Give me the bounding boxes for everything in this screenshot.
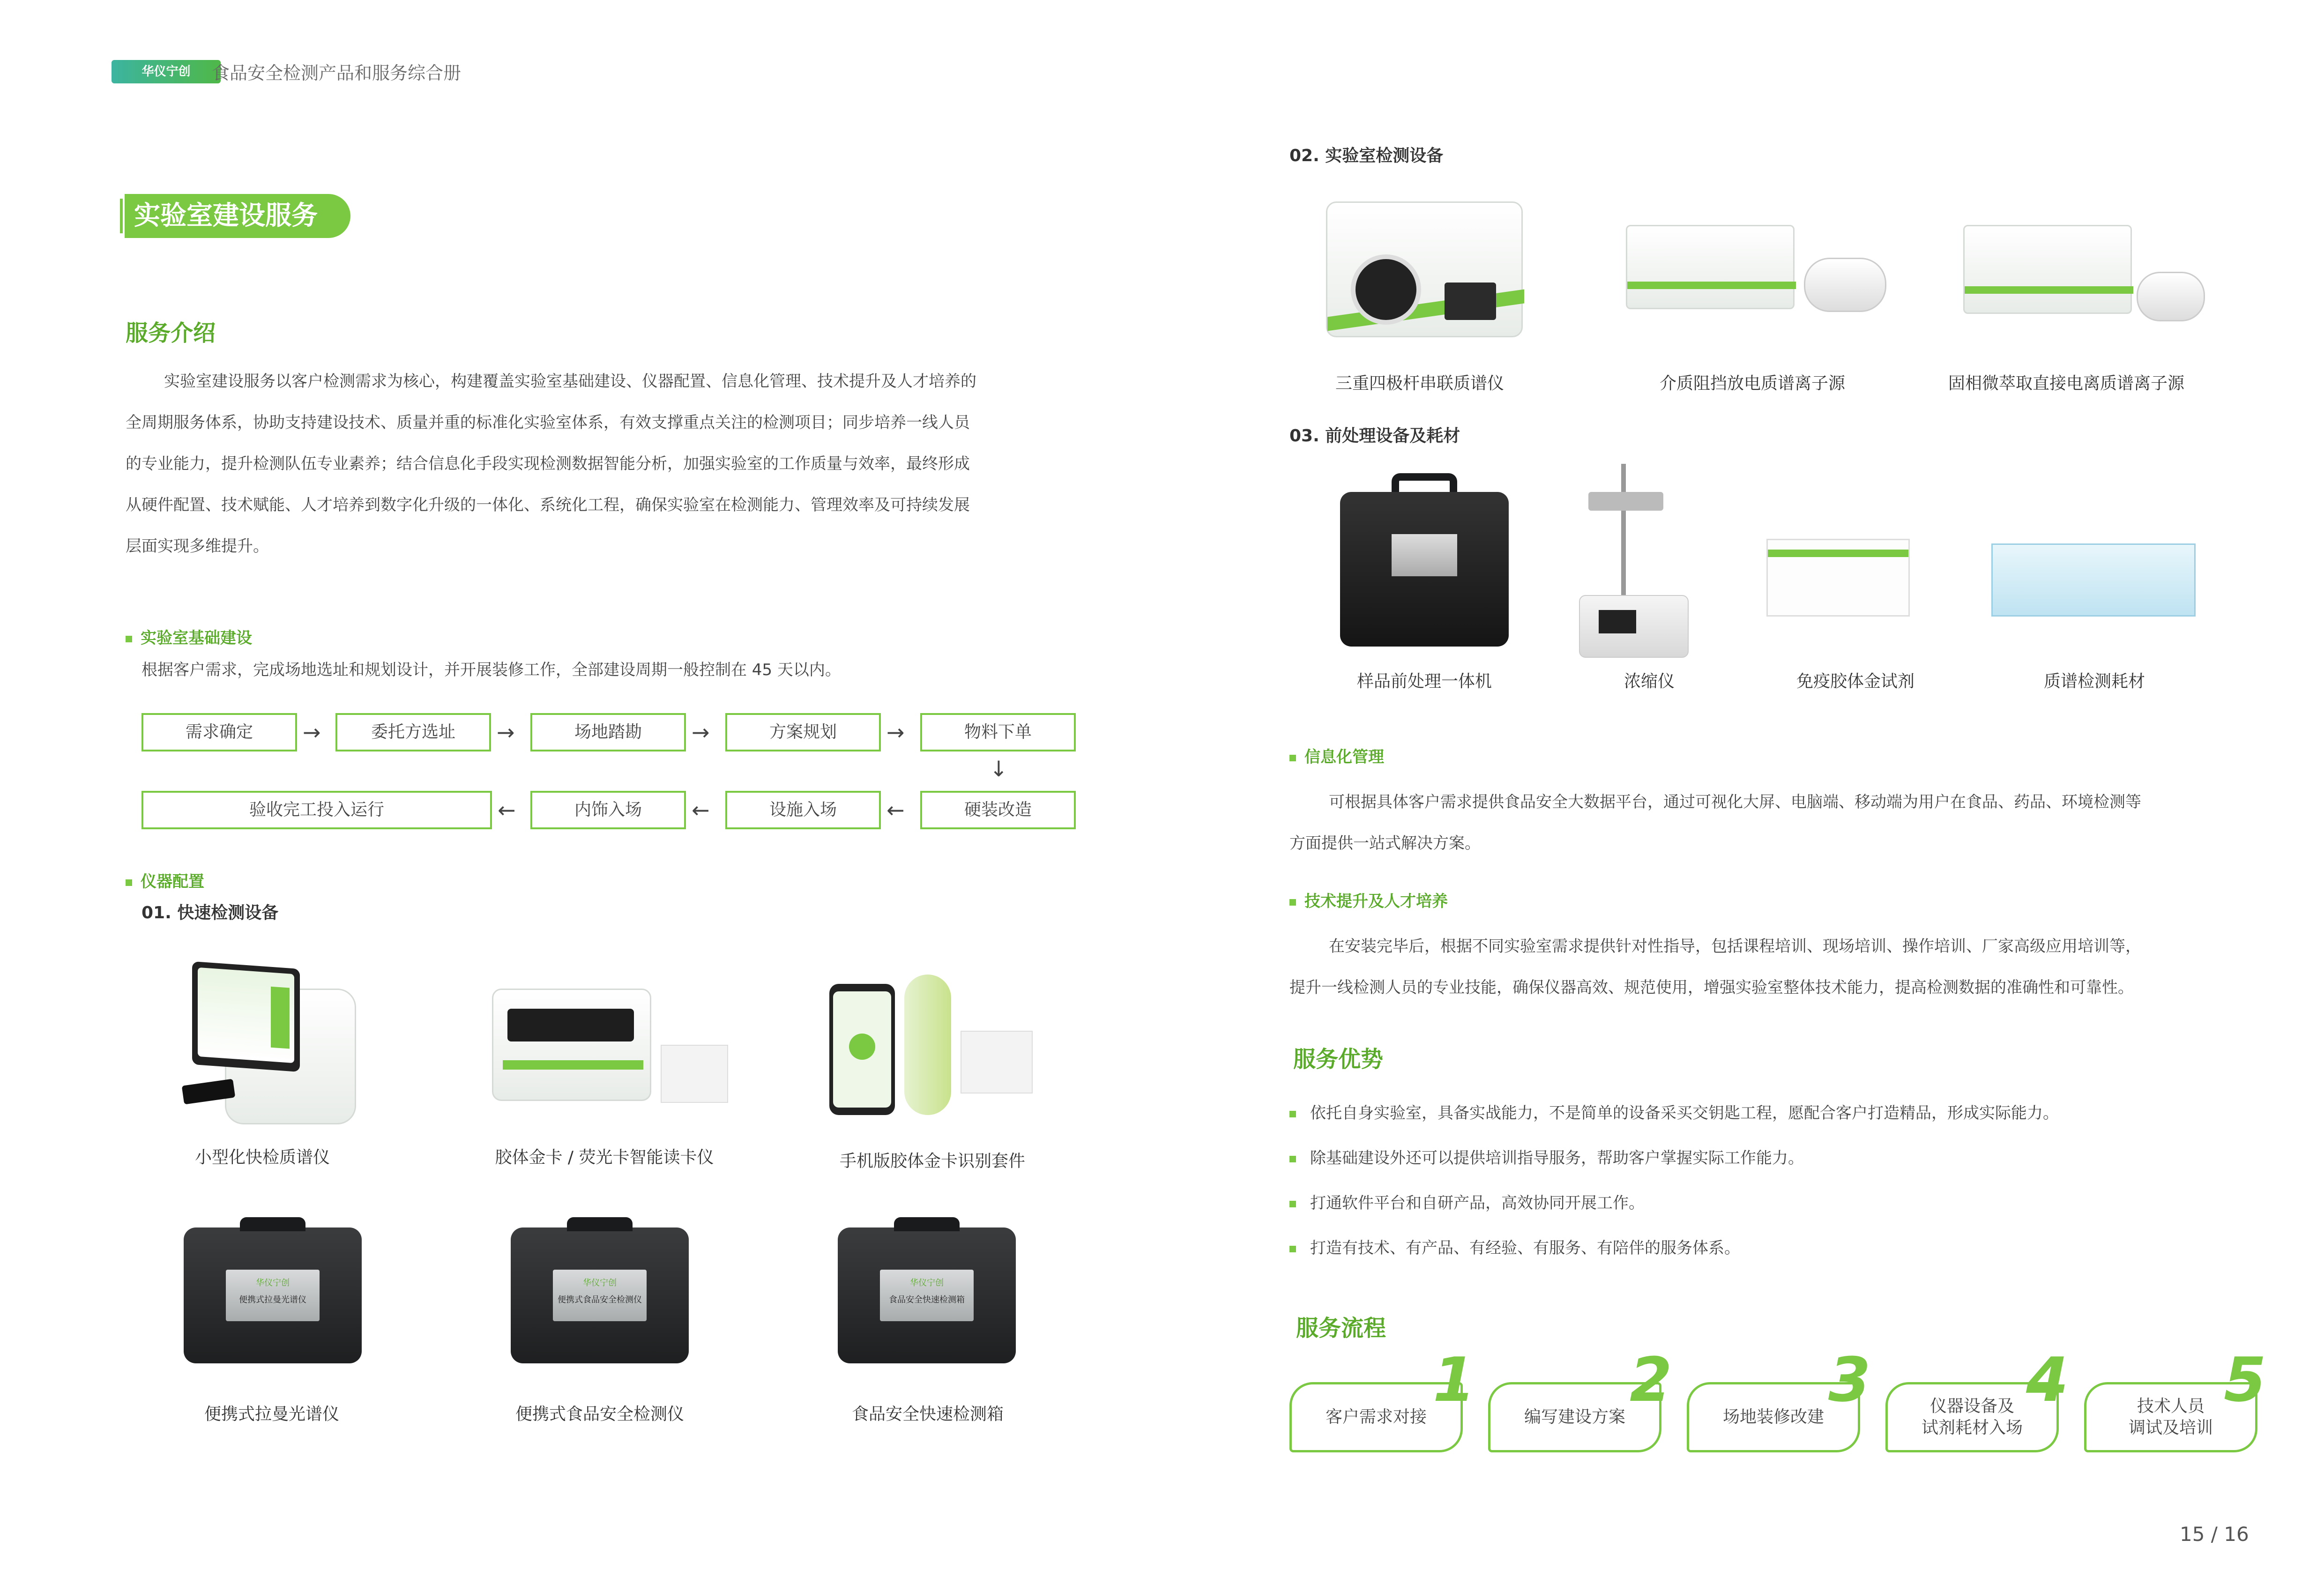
flow-step: 验收完工投入运行 [142, 791, 492, 829]
product-caption: 便携式拉曼光谱仪 [204, 1405, 339, 1424]
product-caption: 三重四极杆串联质谱仪 [1335, 374, 1504, 393]
rapid-heading: 01. 快速检测设备 [142, 903, 279, 922]
product-caption: 手机版胶体金卡识别套件 [839, 1152, 1025, 1171]
arrow-right-icon: → [497, 720, 515, 745]
spme-ion-source-image [1963, 225, 2207, 328]
product-caption: 质谱检测耗材 [2043, 672, 2145, 691]
intro-heading: 服务介绍 [126, 320, 216, 346]
colloidal-gold-kit-image [1766, 525, 1926, 618]
page-number: 15 / 16 [2180, 1523, 2249, 1546]
bullet-square-icon [1289, 899, 1296, 906]
basic-heading: 实验室基础建设 [126, 625, 252, 648]
bullet-square-icon [1289, 1111, 1296, 1117]
process-number: 1 [1433, 1344, 1475, 1415]
card-reader-image [487, 989, 731, 1110]
triple-quad-ms-image [1321, 201, 1527, 342]
intro-line: 的专业能力，提升检测队伍专业素养；结合信息化手段实现检测数据智能分析，加强实验室的工作质量与效率，最终形成 [126, 454, 970, 473]
product-caption: 胶体金卡 / 荧光卡智能读卡仪 [495, 1148, 714, 1167]
process-step-3: 场地装修改建 [1687, 1382, 1860, 1452]
box-case-image [838, 1227, 1016, 1363]
case-label-text: 便携式食品安全检测仪 [558, 1295, 642, 1305]
process-number: 5 [2224, 1344, 2266, 1415]
ms-consumables-image [1991, 539, 2197, 618]
advantage-item: 依托自身实验室，具备实战能力，不是简单的设备采买交钥匙工程，愿配合客户打造精品，形成实际能力。 [1289, 1100, 2059, 1123]
product-caption: 介质阻挡放电质谱离子源 [1659, 374, 1845, 393]
arrow-right-icon: → [886, 720, 905, 745]
arrow-right-icon: → [692, 720, 710, 745]
mini-mass-spec-image [164, 965, 361, 1134]
phone-kit-image [829, 974, 1035, 1124]
product-caption: 便携式食品安全检测仪 [515, 1405, 684, 1424]
brand-logo: 华仪宁创 [112, 60, 221, 83]
flow-step: 硬装改造 [920, 791, 1076, 829]
basic-description: 根据客户需求，完成场地选址和规划设计，并开展装修工作，全部建设周期一般控制在 45 天以内。 [142, 661, 841, 679]
info-paragraph [1289, 781, 2250, 864]
case-label-logo: 华仪宁创 [256, 1278, 290, 1288]
product-caption: 固相微萃取直接电离质谱离子源 [1948, 374, 2184, 393]
concentrator-image [1560, 464, 1696, 661]
document-title: 食品安全检测产品和服务综合册 [212, 63, 462, 83]
flow-step: 需求确定 [142, 713, 297, 751]
lab-heading: 02. 实验室检测设备 [1289, 146, 1444, 165]
product-caption: 样品前处理一体机 [1356, 672, 1492, 691]
process-step-2: 编写建设方案 [1488, 1382, 1661, 1452]
case-label-logo: 华仪宁创 [910, 1278, 944, 1288]
info-heading: 信息化管理 [1289, 744, 1384, 767]
process-number: 3 [1828, 1344, 1871, 1415]
intro-line: 从硬件配置、技术赋能、人才培养到数字化升级的一体化、系统化工程，确保实验室在检测能力、管理效率及可持续发展 [126, 496, 970, 514]
arrow-left-icon: ← [886, 797, 905, 823]
advantage-item: 打造有技术、有产品、有经验、有服务、有陪伴的服务体系。 [1289, 1235, 1740, 1258]
arrow-right-icon: → [303, 720, 321, 745]
bullet-square-icon [1289, 755, 1296, 761]
info-line: 方面提供一站式解决方案。 [1289, 834, 1481, 853]
raman-case-image [184, 1227, 362, 1363]
flow-step: 设施入场 [725, 791, 881, 829]
bullet-square-icon [1289, 1156, 1296, 1162]
flow-step: 委托方选址 [335, 713, 491, 751]
product-caption: 免疫胶体金试剂 [1796, 672, 1914, 691]
tech-paragraph [1289, 926, 2250, 1008]
intro-line: 实验室建设服务以客户检测需求为核心，构建覆盖实验室基础建设、仪器配置、信息化管理、技术提升及人才培养的 [164, 372, 976, 391]
info-line: 可根据具体客户需求提供食品安全大数据平台，通过可视化大屏、电脑端、移动端为用户在食品、药品、环境检测等 [1329, 793, 2141, 811]
intro-line: 全周期服务体系，协助支持建设技术、质量并重的标准化实验室体系，有效支撑重点关注的检测项目；同步培养一线人员 [126, 413, 970, 432]
process-step-5: 技术人员 调试及培训 [2084, 1382, 2257, 1452]
tech-heading: 技术提升及人才培养 [1289, 888, 1448, 911]
pretreatment-case-image [1340, 473, 1509, 651]
advantage-item: 打通软件平台和自研产品，高效协同开展工作。 [1289, 1190, 1645, 1213]
food-case-image [511, 1227, 689, 1363]
product-caption: 小型化快检质谱仪 [194, 1148, 330, 1167]
case-label-logo: 华仪宁创 [583, 1278, 617, 1288]
advantage-item: 除基础建设外还可以提供培训指导服务，帮助客户掌握实际工作能力。 [1289, 1145, 1804, 1168]
flow-step: 内饰入场 [530, 791, 686, 829]
tech-line: 在安装完毕后，根据不同实验室需求提供针对性指导，包括课程培训、现场培训、操作培训、厂家高级应用培训等， [1329, 937, 2141, 956]
flow-step: 方案规划 [725, 713, 881, 751]
bullet-square-icon [1289, 1201, 1296, 1207]
process-step-4: 仪器设备及 试剂耗材入场 [1885, 1382, 2059, 1452]
case-label-text: 食品安全快速检测箱 [889, 1295, 965, 1305]
process-step-1: 客户需求对接 [1289, 1382, 1463, 1452]
instrument-heading: 仪器配置 [126, 869, 204, 892]
product-caption: 浓缩仪 [1624, 672, 1675, 691]
process-heading: 服务流程 [1296, 1315, 1386, 1341]
product-caption: 食品安全快速检测箱 [851, 1405, 1004, 1424]
dbd-ion-source-image [1626, 225, 1888, 328]
section-title: 实验室建设服务 [125, 194, 350, 238]
bullet-square-icon [1289, 1246, 1296, 1252]
process-number: 2 [1630, 1344, 1672, 1415]
pre-heading: 03. 前处理设备及耗材 [1289, 426, 1460, 446]
arrow-left-icon: ← [692, 797, 710, 823]
flow-step: 物料下单 [920, 713, 1076, 751]
arrow-down-icon: ↓ [990, 756, 1008, 781]
intro-line: 层面实现多维提升。 [126, 537, 269, 556]
flow-step: 场地踏勘 [530, 713, 686, 751]
bullet-square-icon [126, 636, 132, 642]
arrow-left-icon: ← [498, 797, 516, 823]
process-number: 4 [2026, 1344, 2069, 1415]
intro-paragraph [126, 361, 1086, 567]
tech-line: 提升一线检测人员的专业技能，确保仪器高效、规范使用，增强实验室整体技术能力，提高检测数据的准确性和可靠性。 [1289, 978, 2134, 997]
case-label-text: 便携式拉曼光谱仪 [239, 1295, 306, 1305]
advantages-heading: 服务优势 [1293, 1046, 1384, 1072]
bullet-square-icon [126, 879, 132, 886]
